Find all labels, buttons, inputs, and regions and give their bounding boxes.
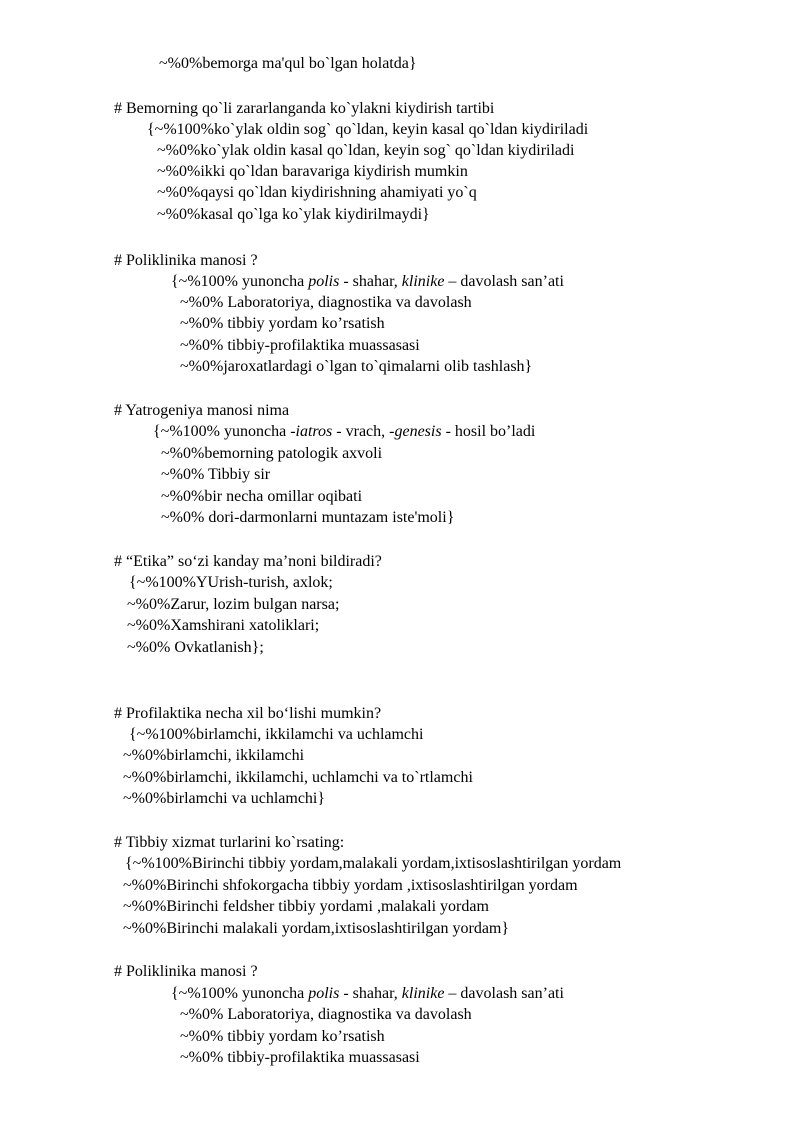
line-text: ~%0%kasal qo`lga ko`ylak kiydirilmaydi}	[157, 206, 430, 223]
question-heading	[114, 703, 381, 725]
line-text: ~%0%Birinchi feldsher tibbiy yordami ,malakali yordam	[123, 898, 489, 915]
line-text: - shahar,	[339, 273, 402, 290]
line-text: # Profilaktika necha xil bo‘lishi mumkin?	[114, 705, 382, 722]
line-text: {~%100% yunoncha	[171, 273, 309, 290]
line-text: ~%0%Zarur, lozim bulgan narsa;	[127, 596, 340, 613]
answer-option	[123, 918, 509, 940]
line-text: ~%0% tibbiy-profilaktika muassasasi	[180, 337, 420, 354]
line-text: # Poliklinika manosi ?	[114, 963, 258, 980]
answer-option	[171, 271, 564, 293]
answer-option	[157, 182, 477, 204]
line-text: # Tibbiy xizmat turlarini ko`rsating:	[114, 834, 345, 851]
line-text: # Yatrogeniya manosi nima	[114, 402, 290, 419]
answer-option	[157, 161, 468, 183]
line-text: # Bemorning qo`li zararlanganda ko`ylakni kiydirish tartibi	[114, 100, 495, 117]
line-text: {~%100%Birinchi tibbiy yordam,malakali yordam,ixtisoslashtirilgan yordam	[125, 855, 622, 872]
line-text: ~%0%ko`ylak oldin kasal qo`ldan, keyin sog` qo`ldan kiydiriladi	[157, 142, 575, 159]
answer-option	[127, 637, 264, 659]
answer-option	[123, 745, 304, 767]
answer-option	[127, 594, 339, 616]
line-text: ~%0%jaroxatlardagi o`lgan to`qimalarni olib tashlash}	[180, 358, 533, 375]
answer-option	[147, 119, 588, 141]
answer-option	[129, 572, 333, 594]
italic-term: -genesis	[389, 423, 442, 440]
line-text: ~%0% Laboratoriya, diagnostika va davolash	[180, 294, 472, 311]
answer-option	[180, 356, 532, 378]
question-heading	[114, 250, 258, 272]
answer-option	[161, 486, 362, 508]
answer-option	[123, 788, 325, 810]
line-text: ~%0%birlamchi va uchlamchi}	[123, 790, 326, 807]
answer-option	[129, 724, 423, 746]
question-heading	[114, 98, 494, 120]
answer-option	[180, 313, 385, 335]
line-text: # Poliklinika manosi ?	[114, 252, 258, 269]
line-text: {~%100%YUrish-turish, axlok;	[129, 574, 333, 591]
line-text: - vrach,	[332, 423, 390, 440]
line-text: – davolash san’ati	[444, 273, 564, 290]
answer-option	[157, 140, 574, 162]
question-heading	[114, 961, 258, 983]
answer-option	[159, 53, 417, 75]
italic-term: -iatros	[290, 423, 333, 440]
answer-option	[123, 875, 578, 897]
answer-option	[161, 464, 270, 486]
italic-term: polis	[308, 985, 340, 1002]
answer-option	[171, 983, 564, 1005]
line-text: {~%100% yunoncha	[171, 985, 309, 1002]
line-text: ~%0%birlamchi, ikkilamchi	[123, 747, 305, 764]
line-text: ~%0%Birinchi shfokorgacha tibbiy yordam ,ixtisoslashtirilgan yordam	[123, 877, 578, 894]
italic-term: polis	[308, 273, 340, 290]
line-text: ~%0%bir necha omillar oqibati	[161, 488, 363, 505]
answer-option	[180, 335, 420, 357]
answer-option	[125, 853, 621, 875]
line-text: - shahar,	[339, 985, 402, 1002]
line-text: ~%0% tibbiy yordam ko’rsatish	[180, 1028, 385, 1045]
line-text: ~%0% Laboratoriya, diagnostika va davolash	[180, 1006, 472, 1023]
line-text: ~%0% Ovkatlanish};	[127, 639, 264, 656]
answer-option	[157, 204, 430, 226]
line-text: {~%100% yunoncha	[153, 423, 291, 440]
line-text: ~%0%bemorning patologik axvoli	[161, 445, 383, 462]
answer-option	[161, 443, 382, 465]
line-text: ~%0%bemorga ma'qul bo`lgan holatda}	[159, 55, 417, 72]
answer-option	[127, 615, 319, 637]
question-heading	[114, 832, 344, 854]
line-text: ~%0%Xamshirani xatoliklari;	[127, 617, 320, 634]
italic-term: klinike	[401, 273, 445, 290]
answer-option	[180, 1047, 420, 1069]
line-text: – davolash san’ati	[444, 985, 564, 1002]
line-text: # “Etika” so‘zi kanday ma’noni bildiradi?	[114, 553, 382, 570]
line-text: ~%0% Tibbiy sir	[161, 466, 271, 483]
line-text: ~%0% tibbiy yordam ko’rsatish	[180, 315, 385, 332]
answer-option	[180, 1004, 472, 1026]
line-text: {~%100%ko`ylak oldin sog` qo`ldan, keyin kasal qo`ldan kiydiriladi	[147, 121, 589, 138]
answer-option	[123, 767, 473, 789]
italic-term: klinike	[401, 985, 445, 1002]
answer-option	[161, 507, 454, 529]
line-text: - hosil bo’ladi	[441, 423, 536, 440]
line-text: ~%0%qaysi qo`ldan kiydirishning ahamiyati yo`q	[157, 184, 477, 201]
answer-option	[153, 421, 535, 443]
answer-option	[180, 1026, 385, 1048]
line-text: ~%0%ikki qo`ldan baravariga kiydirish mumkin	[157, 163, 468, 180]
line-text: {~%100%birlamchi, ikkilamchi va uchlamchi	[129, 726, 424, 743]
line-text: ~%0% dori-darmonlarni muntazam iste'moli}	[161, 509, 455, 526]
line-text: ~%0%Birinchi malakali yordam,ixtisoslashtirilgan yordam}	[123, 920, 510, 937]
answer-option	[180, 292, 472, 314]
answer-option	[123, 896, 489, 918]
question-heading	[114, 551, 382, 573]
line-text: ~%0% tibbiy-profilaktika muassasasi	[180, 1049, 420, 1066]
question-heading	[114, 400, 289, 422]
line-text: ~%0%birlamchi, ikkilamchi, uchlamchi va to`rtlamchi	[123, 769, 473, 786]
